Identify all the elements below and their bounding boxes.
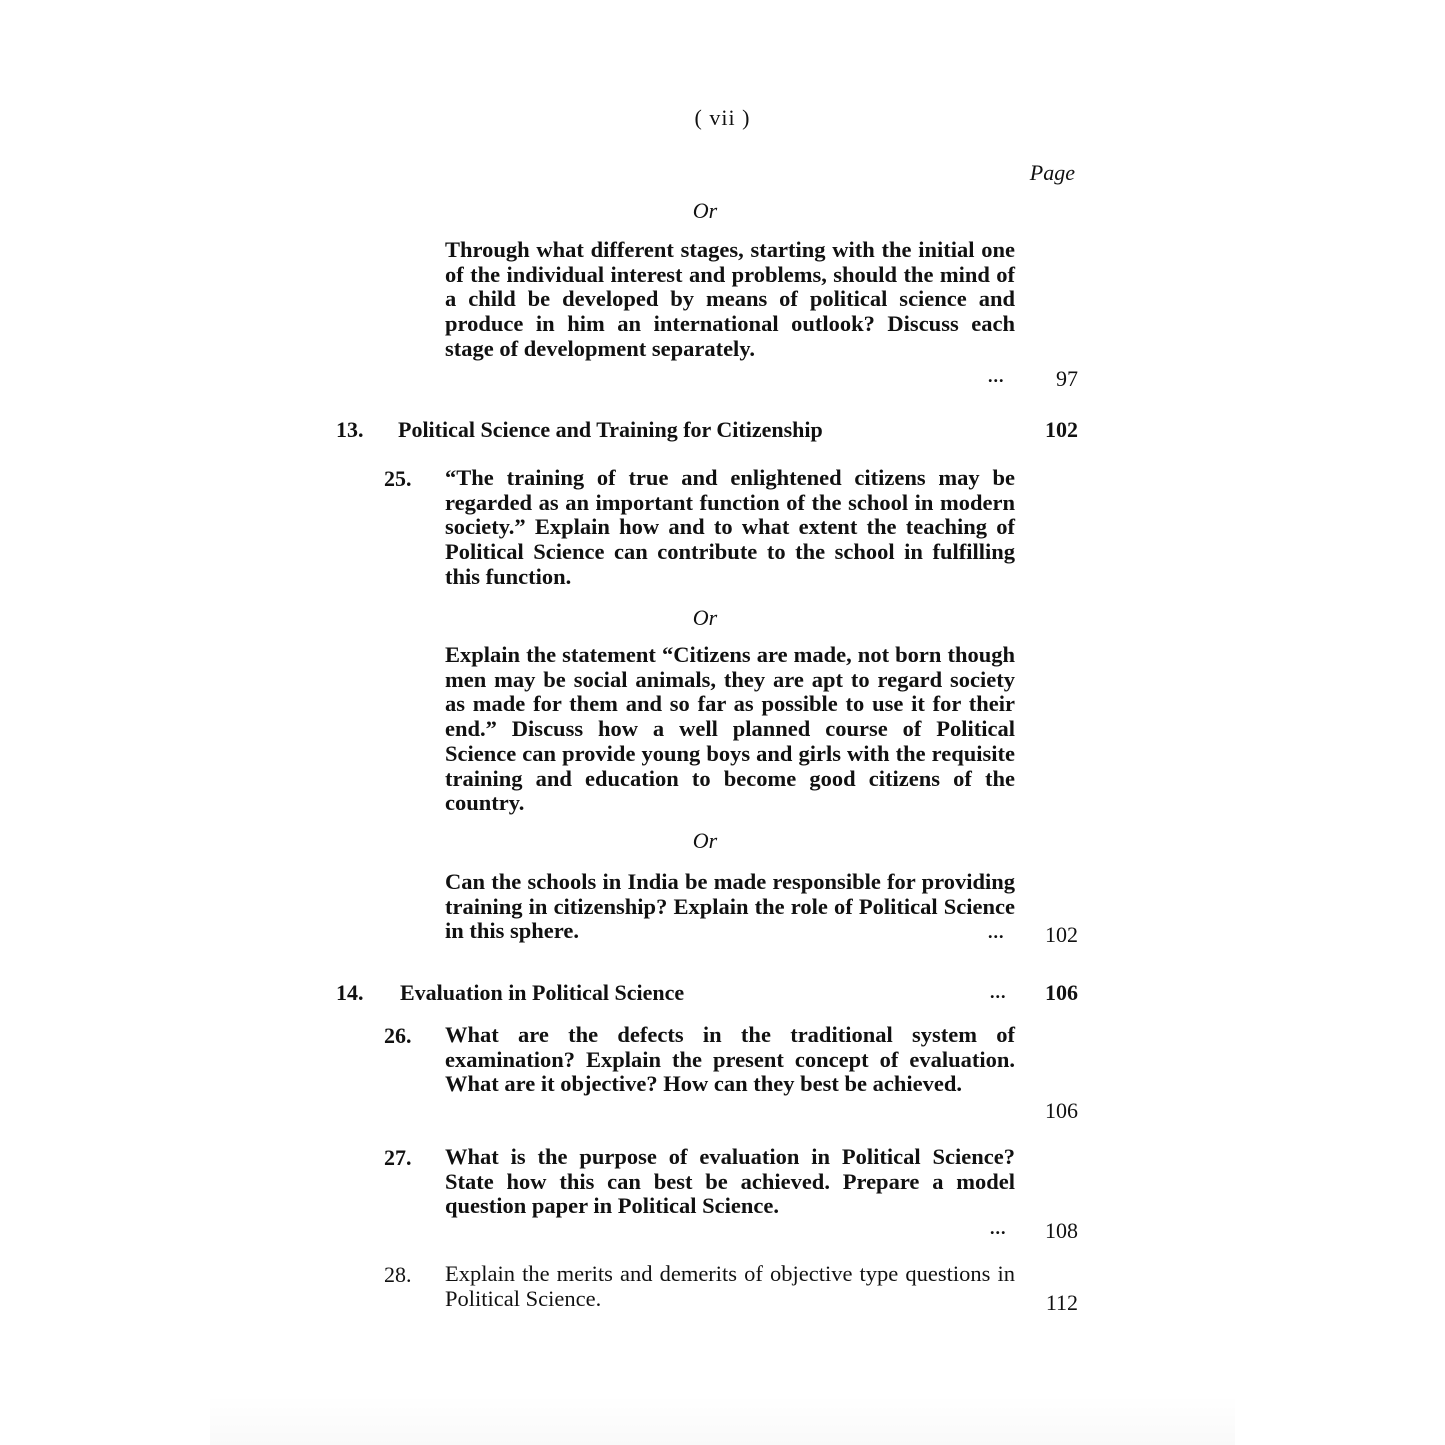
question-text — [445, 238, 1015, 362]
question-number: 26. — [384, 1023, 412, 1048]
question-text-body: Through what different stages, starting with the initial one of the individual interest and problems, should the mind of a child be developed by means of political science and produce in him an international outlook? Discuss each stage of development separately. — [445, 237, 1015, 361]
question-text: Can the schools in India be made responsible for providing training in citizenship? Explain the role of Political Science in this sphere. — [445, 869, 1015, 944]
question-text: What is the purpose of evaluation in Political Science? State how this can best be achieved. Prepare a model question paper in Political Science. — [445, 1144, 1015, 1219]
question-number: 25. — [384, 466, 412, 491]
or-separator: Or — [692, 828, 718, 853]
page-ref: 108 — [1045, 1218, 1078, 1243]
page-ref: 102 — [1045, 922, 1078, 947]
or-separator: Or — [692, 605, 718, 630]
chapter-number: 14. — [336, 980, 364, 1005]
page-ref: 97 — [1056, 366, 1078, 391]
page-ref: 112 — [1045, 1290, 1078, 1315]
question-text: What are the defects in the traditional system of examination? Explain the present concept of evaluation. What are it objective? How can they best be achieved. — [445, 1022, 1015, 1097]
chapter-page-ref: 106 — [1045, 980, 1078, 1005]
question-text: Explain the statement “Citizens are made, not born though men may be social animals, they are apt to regard society as made for them and so far as possible to use it for their end.” Discuss how a well planned course of Political Science can provide young boys and girls with the requisite training and education to become good citizens of the country. — [445, 642, 1015, 816]
page-number: ( vii ) — [694, 105, 751, 130]
scan-shadow — [210, 1395, 1235, 1445]
dot-leader: ... — [988, 366, 1005, 386]
question-text: “The training of true and enlightened citizens may be regarded as an important function of the school in modern society.” Explain how and to what extent the teaching of Political Science can contribute to the school in fulfilling this function. — [445, 465, 1015, 589]
chapter-number: 13. — [336, 417, 364, 442]
dot-leader: ... — [990, 982, 1007, 1002]
or-separator: Or — [692, 198, 718, 223]
dot-leader: ... — [988, 922, 1005, 942]
chapter-page-ref: 102 — [1045, 417, 1078, 442]
page-ref: 106 — [1045, 1098, 1078, 1123]
question-number: 28. — [384, 1262, 412, 1287]
question-text: Explain the merits and demerits of objective type questions in Political Science. — [445, 1261, 1015, 1311]
page-column-heading: Page — [1029, 160, 1075, 185]
dot-leader: ... — [990, 1218, 1007, 1238]
chapter-title: Political Science and Training for Citizenship — [398, 417, 823, 442]
chapter-title: Evaluation in Political Science — [400, 980, 685, 1005]
question-number: 27. — [384, 1145, 412, 1170]
